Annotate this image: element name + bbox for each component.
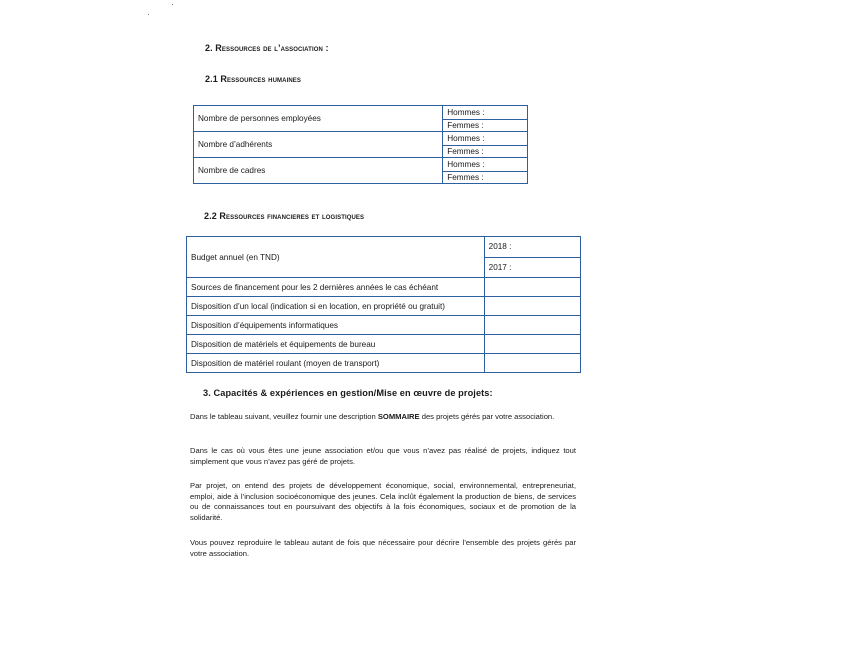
section-2-2-heading: 2.2 Ressources financieres et logistiques — [204, 211, 365, 221]
femmes-cell: Femmes : — [443, 145, 528, 157]
table-row — [194, 132, 528, 146]
paragraph-1-bold: SOMMAIRE — [377, 412, 420, 421]
employees-label: Nombre de personnes employées — [194, 106, 443, 132]
value-cell — [484, 335, 580, 354]
paragraph-4: Vous pouvez reproduire le tableau autant de fois que nécessaire pour décrire l’ensemble des projets gérés par votre association. — [190, 538, 576, 558]
paragraph-1-text-a: Dans le tableau suivant, veuillez fournir une description — [190, 412, 378, 421]
value-cell — [484, 354, 580, 373]
year-2017-cell: 2017 : — [484, 257, 580, 278]
table-row — [187, 237, 581, 258]
row-label: Sources de financement pour les 2 dernières années le cas échéant — [187, 278, 485, 297]
row-label: Disposition d’un local (indication si en location, en propriété ou gratuit) — [187, 297, 485, 316]
row-label: Disposition de matériel roulant (moyen de transport) — [187, 354, 485, 373]
financial-resources-table — [186, 236, 581, 373]
section-2-1-heading: 2.1 Ressources humaines — [205, 74, 301, 84]
value-cell — [484, 278, 580, 297]
year-2018-cell: 2018 : — [484, 237, 580, 258]
paragraph-2: Dans le cas où vous êtes une jeune association et/ou que vous n’avez pas réalisé de projets, indiquez tout simplement que vous n’avez pas géré de projets. — [190, 446, 576, 466]
table-row — [194, 106, 528, 120]
table-row — [187, 316, 581, 335]
paragraph-3: Par projet, on entend des projets de développement économique, social, environnemental, entrepreneuriat, emploi, aide à l’inclusion socioéconomique des jeunes. Cela inclût également la production de biens, de services ou de connaissances tout en poursuivant des objectifs à la fois économiques, sociaux et de promotion de la solidarité. — [190, 481, 576, 522]
femmes-cell: Femmes : — [443, 119, 528, 131]
table-row — [187, 297, 581, 316]
budget-label: Budget annuel (en TND) — [187, 237, 485, 278]
row-label: Disposition d’équipements informatiques — [187, 316, 485, 335]
table-row — [187, 278, 581, 297]
paragraph-1-text-b: des projets gérés par votre association. — [419, 412, 555, 421]
hommes-cell: Hommes : — [443, 132, 528, 146]
hommes-cell: Hommes : — [443, 106, 528, 120]
table-row — [194, 158, 528, 172]
femmes-cell: Femmes : — [443, 171, 528, 183]
scan-speck — [148, 14, 149, 15]
value-cell — [484, 316, 580, 335]
scan-speck — [172, 4, 173, 5]
value-cell — [484, 297, 580, 316]
row-label: Disposition de matériels et équipements de bureau — [187, 335, 485, 354]
human-resources-table — [193, 105, 528, 184]
members-label: Nombre d’adhérents — [194, 132, 443, 158]
section-3-heading: 3. Capacités & expériences en gestion/Mise en œuvre de projets: — [203, 388, 493, 398]
table-row — [187, 335, 581, 354]
table-row — [187, 354, 581, 373]
executives-label: Nombre de cadres — [194, 158, 443, 184]
section-2-heading: 2. Ressources de l’association : — [205, 43, 329, 53]
hommes-cell: Hommes : — [443, 158, 528, 172]
paragraph-1 — [190, 412, 576, 423]
